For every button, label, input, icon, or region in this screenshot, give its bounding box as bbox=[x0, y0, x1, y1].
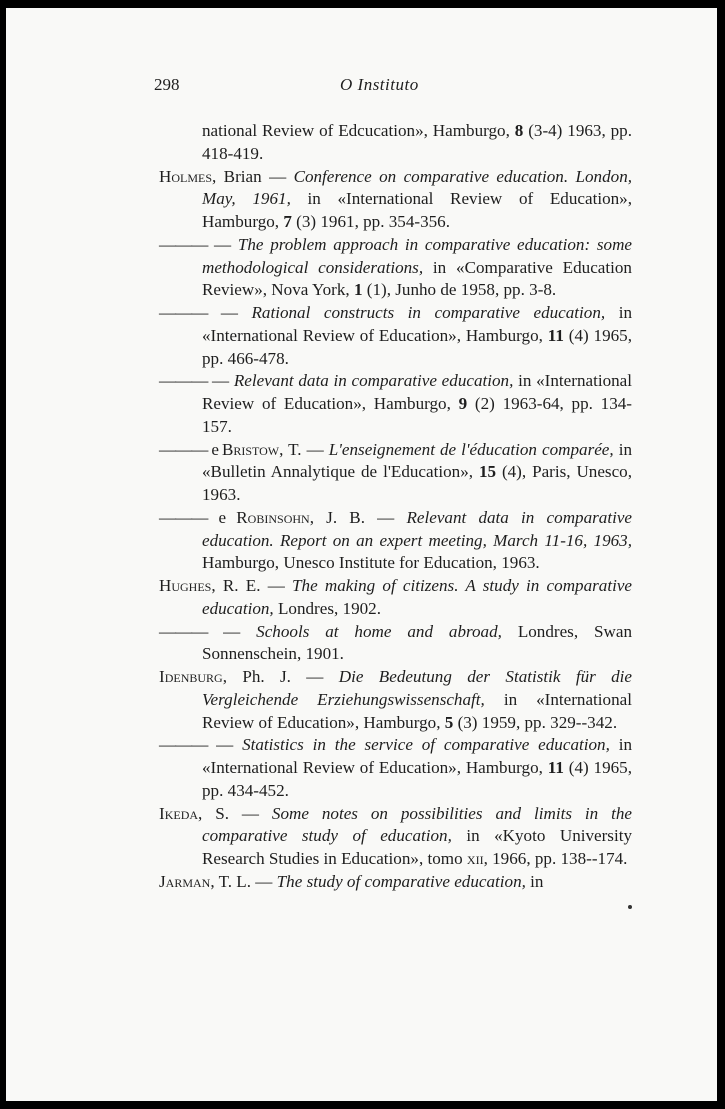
reference-title: Relevant data in comparative education, bbox=[233, 371, 514, 391]
reference-entry: Jarman, T. L. — The study of comparative education, in bbox=[159, 871, 544, 891]
reference-title: Die Bedeutung der Statistik für die Vergleichende Erziehungswissenschaft, bbox=[202, 667, 633, 709]
reference-title: Schools at home and abroad, bbox=[256, 621, 502, 641]
reference-author: Hughes bbox=[159, 576, 212, 595]
ink-speck bbox=[628, 905, 632, 909]
reference-entry: ——— — The problem approach in comparative education: some methodological considerations, in «Comparative Education Review», Nova York, 1 (1), Junho de 1958, pp. 3-8. bbox=[159, 234, 632, 300]
reference-author: Bristow bbox=[221, 439, 280, 459]
reference-title: Conference on comparative education. London, May, 1961, bbox=[202, 166, 633, 209]
reference-title: The study of comparative education, bbox=[276, 871, 526, 891]
reference-entry: ——— — Schools at home and abroad, Londres, Swan Sonnenschein, 1901. bbox=[159, 621, 632, 664]
reference-entry: Ikeda, S. — Some notes on possibilities and limits in the comparative study of education, in «Kyoto University Research Studies in Education», tomo xii, 1966, pp. 138--174. bbox=[159, 803, 633, 868]
reference-title: L'enseignement de l'éducation comparée, bbox=[328, 439, 614, 459]
page-number: 298 bbox=[154, 75, 180, 94]
reference-entry: ——— — Statistics in the service of comparative education, in «International Review of Education», Hamburgo, 11 (4) 1965, pp. 434-452. bbox=[159, 735, 632, 800]
reference-entry: ——— e Robinsohn, J. B. — Relevant data in comparative education. Report on an expert meeting, March 11-16, 1963, Hamburgo, Unesco Institute for Education, 1963. bbox=[159, 507, 632, 573]
reference-author: Holmes bbox=[159, 166, 213, 186]
reference-entry: Idenburg, Ph. J. — Die Bedeutung der Statistik für die Vergleichende Erziehungswissenschaft, in «International Review of Education», Hamburgo, 5 (3) 1959, pp. 329--342. bbox=[159, 667, 633, 732]
reference-author: Jarman bbox=[159, 871, 211, 891]
document-page bbox=[6, 8, 717, 1101]
bibliography-list bbox=[159, 120, 632, 894]
reference-entry: ——— — Relevant data in comparative education, in «International Review of Education», Hamburgo, 9 (2) 1963-64, pp. 134-157. bbox=[159, 371, 633, 436]
reference-title: Rational constructs in comparative education, bbox=[251, 303, 606, 322]
reference-entry: Hughes, R. E. — The making of citizens. A study in comparative education, Londres, 1902. bbox=[159, 576, 633, 618]
reference-entry: ——— — Rational constructs in comparative education, in «International Review of Education», Hamburgo, 11 (4) 1965, pp. 466-478. bbox=[159, 303, 633, 368]
reference-title: The making of citizens. A study in comparative education, bbox=[202, 576, 633, 618]
reference-author: Robinsohn bbox=[236, 507, 310, 527]
reference-author: Idenburg bbox=[159, 667, 223, 686]
reference-title: Statistics in the service of comparative education, bbox=[242, 735, 610, 755]
reference-entry: ——— e Bristow, T. — L'enseignement de l'éducation comparée, in «Bulletin Annalytique de l'Education», 15 (4), Paris, Unesco, 1963. bbox=[159, 439, 633, 504]
running-title: O Instituto bbox=[340, 75, 419, 94]
reference-entry: national Review of Edcucation», Hamburgo, 8 (3-4) 1963, pp. 418-419. bbox=[202, 121, 632, 163]
reference-author: Ikeda bbox=[159, 803, 199, 823]
reference-title: Some notes on possibilities and limits in the comparative study of education, bbox=[202, 803, 633, 846]
reference-title: The problem approach in comparative education: some methodological considerations, bbox=[202, 234, 632, 277]
reference-title: Relevant data in comparative education. Report on an expert meeting, March 11-16, 1963, bbox=[202, 507, 632, 550]
reference-entry: Holmes, Brian — Conference on comparative education. London, May, 1961, in «International Review of Education», Hamburgo, 7 (3) 1961, pp. 354-356. bbox=[159, 166, 633, 231]
